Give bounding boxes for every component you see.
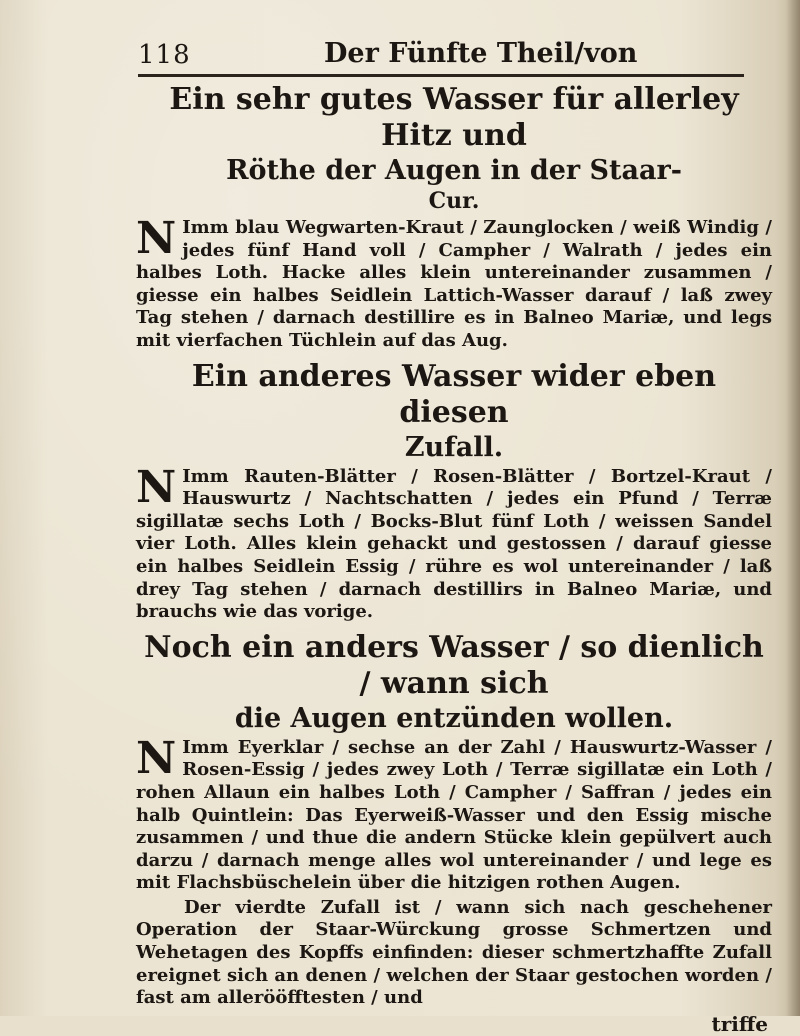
section-3-text: Imm Eyerklar / sechse an der Zahl / Hauswurtz-Wasser / Rosen-Essig / jedes zwey Loth / Terræ sigillatæ ein Loth / rohen Allaun ein halbes Loth / Campher / Saffran / jedes ein halb Quintlein: Das Eyerweiß-Wasser und den Essig mische zusammen / und thue die andern Stücke klein gepülvert auch darzu / darnach menge alles wol untereinander / und lege es mit Flachsbüschelein über die hitzigen rothen Augen. [136, 736, 772, 894]
page-spine-shadow [786, 0, 800, 1016]
section-3-heading-line1: Noch ein anders Wasser / so dienlich / wann sich [144, 629, 764, 701]
section-2-heading [136, 359, 772, 464]
section-3-body-continued: Der vierdte Zufall ist / wann sich nach geschehener Operation der Staar-Würckung grosse Schmertzen und Wehetagen des Kopffs einfinden: dieser schmertzhaffte Zufall ereignet sich an denen / welchen der Staar gestochen worden / fast am allerööfftesten / und [136, 896, 772, 1009]
section-2-text: Imm Rauten-Blätter / Rosen-Blätter / Bortzel-Kraut / Hauswurtz / Nachtschatten / jedes ein Pfund / Terræ sigillatæ sechs Loth / Bocks-Blut fünf Loth / weissen Sandel vier Loth. Alles klein gehackt und gestossen / darauf giesse ein halbes Seidlein Essig / rühre es wol untereinander / laß drey Tag stehen / darnach destillirs in Balneo Mariæ, und brauchs wie das vorige. [136, 465, 772, 623]
section-3-heading-line2: die Augen entzünden wollen. [234, 702, 674, 734]
header-rule [138, 74, 744, 77]
section-1-dropcap: N [136, 213, 177, 264]
page-content [136, 82, 772, 1036]
section-1-text: Imm blau Wegwarten-Kraut / Zaunglocken / weiß Windig / jedes fünf Hand voll / Campher / Walrath / jedes ein halbes Loth. Hacke alles klein untereinander zusammen / giesse ein halbes Seidlein Lattich-Wasser darauf / laß zwey Tag stehen / darnach destillire es in Balneo Mariæ, und legs mit vierfachen Tüchlein auf das Aug. [136, 217, 772, 351]
page-header [138, 34, 758, 78]
section-2-body [136, 461, 772, 624]
page-number: 118 [138, 40, 191, 70]
section-3-body [136, 732, 772, 895]
section-3-dropcap: N [136, 732, 177, 784]
section-1-body [136, 213, 772, 353]
section-3-heading [136, 630, 772, 735]
section-1-heading [136, 82, 772, 215]
section-2-heading-line2: Zufall. [404, 431, 504, 463]
catchword: triffe [711, 1011, 768, 1036]
section-2-heading-line1: Ein anderes Wasser wider eben diesen [191, 358, 717, 430]
section-1-heading-line2: Röthe der Augen in der Staar- [226, 155, 682, 186]
section-1-heading-line3: Cur. [428, 188, 480, 214]
section-1-heading-line1: Ein sehr gutes Wasser für allerley Hitz und [169, 82, 739, 153]
running-head: Der Fünfte Theil/von [324, 38, 638, 69]
section-2-dropcap: N [136, 461, 177, 513]
